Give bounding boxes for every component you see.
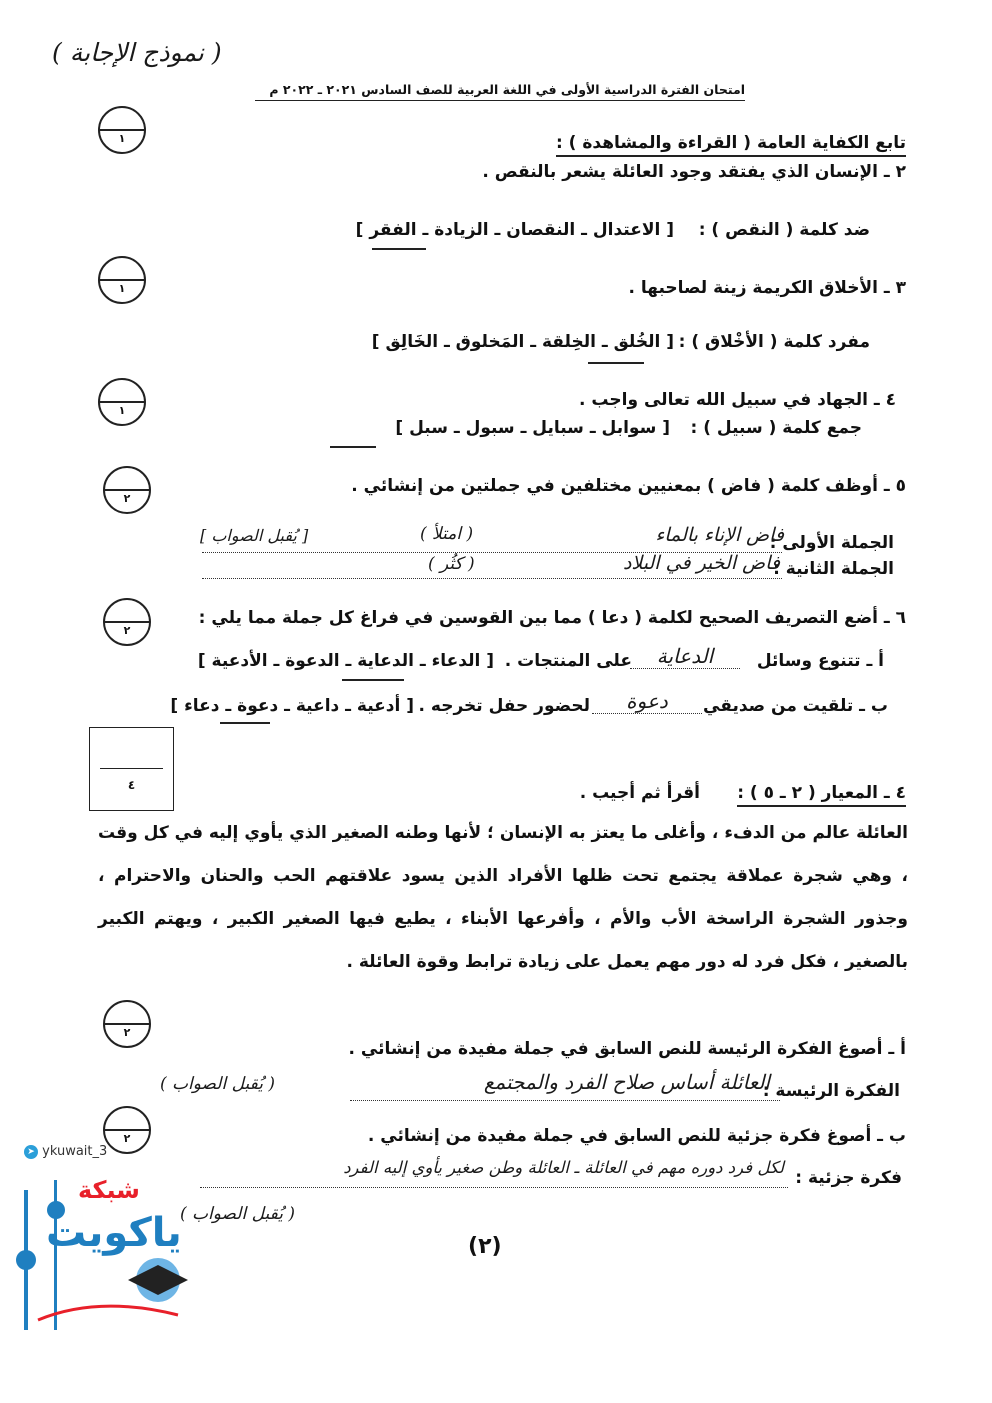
q5-s2-meaning: ( كثُر ) xyxy=(428,554,475,574)
q6-a-end: على المنتجات . xyxy=(504,651,632,671)
q6-b-options: [ أدعية ـ داعية ـ دعوة ـ دعاء ] xyxy=(170,696,414,716)
qa-label: الفكرة الرئيسة : xyxy=(762,1081,900,1101)
q6-a-answer: الدعاية xyxy=(630,644,740,669)
site-logo xyxy=(8,1170,188,1340)
score-badge-qb: ٢ xyxy=(103,1106,151,1154)
q5-s1-note: [ يُقبل الصواب ] xyxy=(200,526,309,545)
qa-instruction: أ ـ أصوغ الفكرة الرئيسة للنص السابق في جملة مفيدة من إنشائي . xyxy=(348,1039,906,1059)
q5-s2-answer: فاض الخير في البلاد xyxy=(622,552,780,574)
q3-options: [ الخُلق ـ الخِلقة ـ المَخلوق ـ الخَالِق ] xyxy=(371,332,674,352)
page-number: (٢) xyxy=(468,1234,502,1259)
score-badge-qa: ٢ xyxy=(103,1000,151,1048)
q6-a-underline xyxy=(342,679,404,681)
q4-options: [ سوابل ـ سبايل ـ سبول ـ سبل ] xyxy=(395,418,670,438)
q3-sentence: ٣ ـ الأخلاق الكريمة زينة لصاحبها . xyxy=(628,278,906,298)
exam-title: امتحان الفترة الدراسية الأولى في اللغة العربية للصف السادس ٢٠٢١ ـ ٢٠٢٢ م xyxy=(255,82,745,101)
model-answer-label: ( نموذج الإجابة ) xyxy=(52,38,222,67)
section-title: تابع الكفاية العامة ( القراءة والمشاهدة ) : xyxy=(556,133,906,153)
score-badge-q5: ٢ xyxy=(103,466,151,514)
q2-prompt: ضد كلمة ( النقص ) : xyxy=(698,220,870,240)
qb-instruction: ب ـ أصوغ فكرة جزئية للنص السابق في جملة مفيدة من إنشائي . xyxy=(367,1126,906,1146)
score-badge-q6: ٢ xyxy=(103,598,151,646)
q4-prompt: جمع كلمة ( سبيل ) : xyxy=(690,418,862,438)
q3-prompt: مفرد كلمة ( الأخْلاق ) : xyxy=(678,332,870,352)
q2-options: [ الاعتدال ـ النقصان ـ الزيادة ـ الفقر ] xyxy=(355,220,674,240)
q2-answer-underline xyxy=(372,248,426,250)
criterion-heading: ٤ ـ المعيار ( ٢ ـ ٥ ) : xyxy=(737,783,906,803)
q3-answer-underline xyxy=(588,362,644,364)
q6-a-options: [ الدعاء ـ الدعاية ـ الدعوة ـ الأدعية ] xyxy=(197,651,494,671)
q6-instruction: ٦ ـ أضع التصريف الصحيح لكلمة ( دعا ) مما بين القوسين في فراغ كل جملة مما يلي : xyxy=(198,608,906,628)
q6-b-end: لحضور حفل تخرجه . xyxy=(418,696,590,716)
qb-answer: لكل فرد دوره مهم في العائلة ـ العائلة وطن صغير يأوي إليه الفرد xyxy=(343,1158,784,1177)
score-badge-q3: ١ xyxy=(98,256,146,304)
score-badge-q4: ١ xyxy=(98,378,146,426)
q5-s1-label: الجملة الأولى : xyxy=(769,533,894,553)
brand-top: شبكة xyxy=(78,1176,140,1204)
q6-b-underline xyxy=(220,722,270,724)
qa-answer: العائلة أساس صلاح الفرد والمجتمع xyxy=(483,1070,770,1094)
q2-sentence: ٢ ـ الإنسان الذي يفتقد وجود العائلة يشعر بالنقص . xyxy=(482,162,906,182)
q4-answer-underline xyxy=(330,446,376,448)
criterion-instruction: أقرأ ثم أجيب . xyxy=(579,783,700,803)
score-box: ٤ xyxy=(89,727,174,811)
qb-note: ( يُقبل الصواب ) xyxy=(180,1204,295,1224)
q5-s2-label: الجملة الثانية : xyxy=(773,559,894,579)
q5-s1-answer: فاض الإناء بالماء xyxy=(655,524,784,546)
q5-s1-meaning: ( امتلأ ) xyxy=(420,524,474,544)
reading-passage: العائلة عالم من الدفء ، وأغلى ما يعتز به الإنسان ؛ لأنها وطنه الصغير الذي يأوي إليه في كل وقت ، وهي شجرة عملاقة يجتمع تحت ظلها الأفراد الذين يسود علاقتهم الحب والحنان والاحترام ، وجذور الشجرة الراسخة الأب والأم ، وأفرعها الأبناء ، يطيع فيها الصغير الكبير ، ويهتم الكبير بالصغير ، فكل فرد له دور مهم يعمل على زيادة ترابط وقوة العائلة . xyxy=(98,823,908,972)
telegram-handle: ➤ ykuwait_3 xyxy=(24,1144,107,1159)
score-badge-q2: ١ xyxy=(98,106,146,154)
q4-sentence: ٤ ـ الجهاد في سبيل الله تعالى واجب . xyxy=(579,390,896,410)
q6-b-answer: دعوة xyxy=(592,689,702,714)
brand-main: ياكويت xyxy=(46,1210,182,1256)
q5-instruction: ٥ ـ أوظف كلمة ( فاض ) بمعنيين مختلفين في جملتين من إنشائي . xyxy=(351,476,906,496)
telegram-icon: ➤ xyxy=(24,1145,38,1159)
qa-note: ( يُقبل الصواب ) xyxy=(160,1074,275,1094)
q6-a-start: أ ـ تتنوع وسائل xyxy=(756,651,884,671)
qb-label: فكرة جزئية : xyxy=(795,1168,902,1188)
q6-b-start: ب ـ تلقيت من صديقي xyxy=(703,696,888,716)
